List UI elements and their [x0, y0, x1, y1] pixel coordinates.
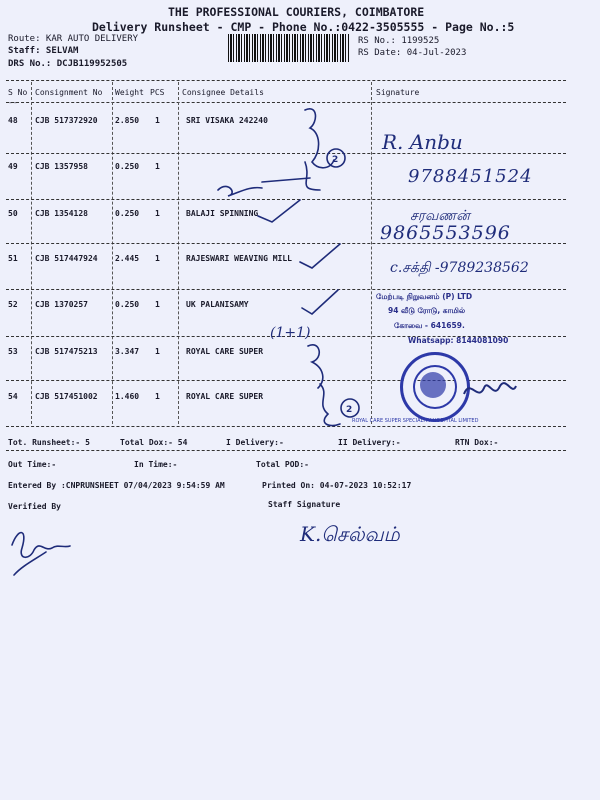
- verified-by: Verified By: [8, 502, 61, 511]
- stamp-line: 94 வீடு ரோடு, காமில்: [388, 306, 466, 315]
- route-label: Route: KAR AUTO DELIVERY: [8, 34, 139, 44]
- staff-handwritten-signature: K.செல்வம்: [300, 522, 400, 546]
- col-consignee: Consignee Details: [182, 88, 264, 97]
- tick-mark: [258, 200, 300, 222]
- row-consignment: CJB 1370257: [35, 300, 88, 309]
- col-weight: Weight: [115, 88, 144, 97]
- row-weight: 0.250: [115, 300, 140, 309]
- i-delivery: I Delivery:-: [226, 438, 284, 447]
- row-weight: 3.347: [115, 347, 140, 356]
- in-time: In Time:-: [134, 460, 178, 469]
- staff-label: Staff: SELVAM: [8, 46, 79, 56]
- drs-number: DRS No.: DCJB119952505: [8, 59, 128, 69]
- row-consignment: CJB 517451002: [35, 392, 98, 401]
- row-pcs: 1: [155, 162, 160, 171]
- col-consignment: Consignment No: [35, 88, 103, 97]
- stamp-signature: [460, 372, 520, 408]
- row-pcs: 1: [155, 300, 160, 309]
- row-pcs: 1: [155, 116, 160, 125]
- stamp-line: கோவை - 641659.: [394, 321, 465, 330]
- row-pcs: 1: [155, 209, 160, 218]
- row-weight: 2.445: [115, 254, 140, 263]
- row-consignee: BALAJI SPINNING: [186, 209, 259, 218]
- seal-center: [420, 372, 446, 398]
- row-consignee: RAJESWARI WEAVING MILL: [186, 254, 292, 263]
- col-sno: S No: [8, 88, 28, 97]
- scribble-mark: [218, 186, 262, 196]
- handwritten-phone: 9788451524: [408, 166, 533, 187]
- entered-by: Entered By :CNPRUNSHEET 07/04/2023 9:54:59 AM: [8, 481, 225, 490]
- tick-mark: [302, 290, 338, 314]
- handwritten-signature: R. Anbu: [382, 130, 463, 154]
- total-pod: Total POD:-: [256, 460, 309, 469]
- row-pcs: 1: [155, 254, 160, 263]
- stamp-line: Whatsapp: 8144081090: [408, 336, 509, 345]
- row-sno: 50: [8, 209, 18, 218]
- row-pcs: 1: [155, 347, 160, 356]
- verifier-signature: [12, 533, 70, 558]
- total-dox: Total Dox:- 54: [120, 438, 188, 447]
- row-weight: 2.850: [115, 116, 140, 125]
- scribble-mark: [305, 109, 334, 168]
- runsheet-subtitle: Delivery Runsheet - CMP - Phone No.:0422-3505555 - Page No.:5: [92, 20, 515, 34]
- row-sno: 51: [8, 254, 18, 263]
- row-consignee: ROYAL CARE SUPER: [186, 392, 264, 401]
- total-runsheet: Tot. Runsheet:- 5: [8, 438, 90, 447]
- row-consignee: UK PALANISAMY: [186, 300, 249, 309]
- rtn-dox: RTN Dox:-: [455, 438, 499, 447]
- scribble-mark: [320, 384, 340, 426]
- header-mark: --: [8, 98, 18, 107]
- rs-number: RS No.: 1199525: [358, 36, 440, 46]
- handwritten-note: (1+1): [270, 325, 311, 341]
- seal-text: ROYAL CARE SUPER SPECIALITY HOSPITAL LIMITED: [352, 418, 479, 424]
- row-sno: 48: [8, 116, 18, 125]
- out-time: Out Time:-: [8, 460, 57, 469]
- row-sno: 53: [8, 347, 18, 356]
- row-consignment: CJB 517447924: [35, 254, 98, 263]
- rs-date: RS Date: 04-Jul-2023: [358, 48, 467, 58]
- company-title: THE PROFESSIONAL COURIERS, COIMBATORE: [168, 5, 425, 19]
- ii-delivery: II Delivery:-: [338, 438, 401, 447]
- col-signature: Signature: [376, 88, 420, 97]
- circled-number: 2: [332, 155, 339, 165]
- col-pcs: PCS: [150, 88, 165, 97]
- handwritten-name: சரவணன்: [410, 208, 470, 224]
- row-sno: 54: [8, 392, 18, 401]
- row-consignee: SRI VISAKA 242240: [186, 116, 268, 125]
- printed-on: Printed On: 04-07-2023 10:52:17: [262, 481, 412, 490]
- scribble-mark: [308, 345, 323, 388]
- row-weight: 1.460: [115, 392, 140, 401]
- staff-signature-label: Staff Signature: [268, 500, 341, 509]
- row-sno: 52: [8, 300, 18, 309]
- row-consignment: CJB 517475213: [35, 347, 98, 356]
- circled-number: 2: [346, 405, 353, 415]
- row-sno: 49: [8, 162, 18, 171]
- row-consignment: CJB 1354128: [35, 209, 88, 218]
- handwritten-phone: c.சக்தி -9789238562: [390, 260, 529, 276]
- tick-mark: [300, 244, 340, 268]
- row-pcs: 1: [155, 392, 160, 401]
- row-consignee: ROYAL CARE SUPER: [186, 347, 264, 356]
- scribble-mark: [262, 178, 310, 182]
- stamp-line: மேற்படி நிறுவனம் (P) LTD: [376, 292, 473, 301]
- row-consignment: CJB 517372920: [35, 116, 98, 125]
- handwritten-phone: 9865553596: [380, 222, 511, 244]
- row-weight: 0.250: [115, 209, 140, 218]
- row-consignment: CJB 1357958: [35, 162, 88, 171]
- row-weight: 0.250: [115, 162, 140, 171]
